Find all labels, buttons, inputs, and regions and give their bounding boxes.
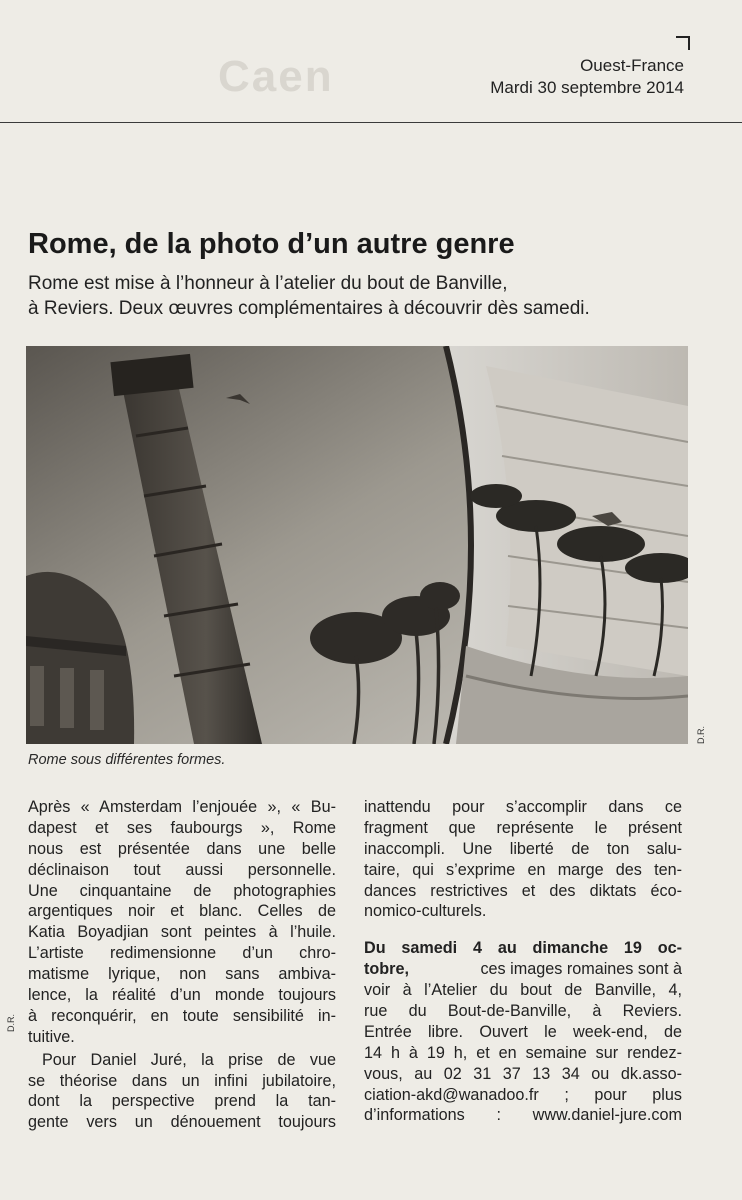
header-rule	[0, 122, 742, 123]
body-line: inattendu pour s’accomplir dans ce	[364, 798, 682, 816]
body-line: Après « Amsterdam l’enjouée », « Bu-	[28, 798, 336, 816]
body-line: ciation-akd@wanadoo.fr ; pour plus	[364, 1085, 682, 1104]
newspaper-name: Ouest-France	[580, 56, 684, 75]
body-line: taire, qui s’exprime en marge des ten-	[364, 860, 682, 879]
body-line: voir à l’Atelier du bout de Banville, 4,	[364, 981, 682, 1000]
body-line: lence, la réalité d’un monde toujours	[28, 986, 336, 1005]
crop-mark	[676, 36, 690, 50]
body-line: dances restrictives et des diktats éco-	[364, 881, 682, 900]
body-line: argentiques noir et blanc. Celles de	[28, 902, 336, 921]
rome-photo-illustration	[26, 346, 688, 744]
body-line: dont la perspective prend la tan-	[28, 1092, 336, 1111]
body-line: Une cinquantaine de photographies	[28, 881, 336, 900]
article-body-left-column	[28, 797, 336, 1133]
event-dates-end: tobre,	[364, 960, 409, 979]
standfirst-line: Rome est mise à l’honneur à l’atelier du bout de Banville,	[28, 273, 508, 294]
paragraph-gap	[364, 922, 682, 938]
photo-credit: D.R.	[696, 726, 706, 744]
body-line: d’informations : www.daniel-jure.com	[364, 1106, 682, 1125]
body-line: dapest et ses faubourgs », Rome	[28, 818, 336, 837]
body-line: Entrée libre. Ouvert le week-end, de	[364, 1022, 682, 1041]
body-line: fragment que représente le présent	[364, 818, 682, 837]
event-dates: Du samedi 4 au dimanche 19 oc-	[364, 939, 682, 958]
standfirst-line: à Reviers. Deux œuvres complémentaires à découvrir dès samedi.	[28, 297, 590, 319]
body-line: nous est présentée dans une belle	[28, 839, 336, 858]
body-line: à reconquérir, en toute sensibilité in-	[28, 1006, 336, 1025]
body-line: rue du Bout-de-Banville, à Reviers.	[364, 1002, 682, 1021]
masthead	[490, 55, 684, 99]
column-credit: D.R.	[6, 1014, 16, 1032]
body-line: déclinaison tout aussi personnelle.	[28, 860, 336, 879]
body-line: L’artiste redimensionne d’un chro-	[28, 944, 336, 963]
issue-date: Mardi 30 septembre 2014	[490, 78, 684, 97]
body-line: 14 h à 19 h, et en semaine sur rendez-	[364, 1043, 682, 1062]
body-line	[364, 959, 682, 980]
body-line: nomico-culturels.	[364, 902, 487, 921]
body-line: Katia Boyadjian sont peintes à l’huile.	[28, 923, 336, 942]
body-line: tuitive.	[28, 1027, 75, 1046]
body-line: vous, au 02 31 37 13 34 ou dk.asso-	[364, 1064, 682, 1083]
body-line: se théorise dans un infini jubilatoire,	[28, 1071, 336, 1090]
body-line-rest: ces images romaines sont à	[480, 960, 682, 979]
article-headline: Rome, de la photo d’un autre genre	[28, 228, 515, 260]
body-line: inaccompli. Une liberté de ton salu-	[364, 839, 682, 858]
body-line: gente vers un dénouement toujours	[28, 1113, 336, 1132]
article-standfirst	[28, 270, 728, 319]
body-line: Pour Daniel Juré, la prise de vue	[42, 1050, 336, 1069]
article-body-right-column	[364, 797, 682, 1126]
photo-caption: Rome sous différentes formes.	[28, 752, 226, 768]
article-photo	[26, 346, 688, 744]
body-line: matisme lyrique, non sans ambiva-	[28, 965, 336, 984]
show-through-decoration: Caen	[218, 52, 334, 101]
